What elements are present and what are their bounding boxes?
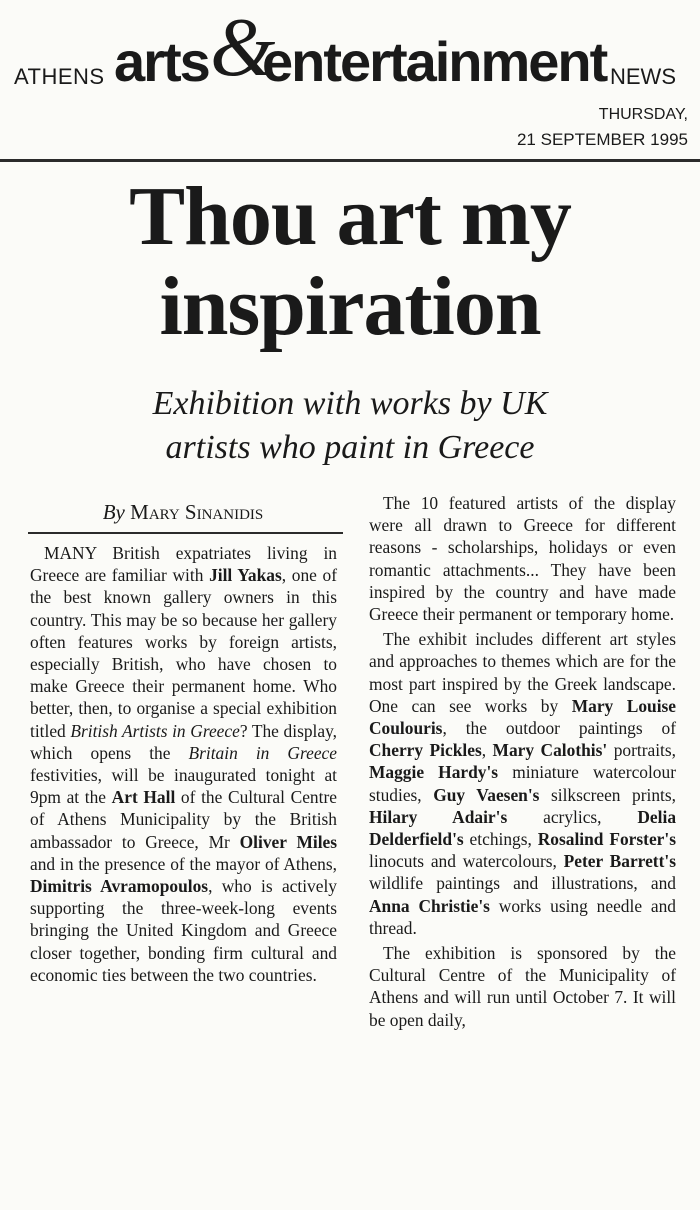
article-paragraph [369, 492, 676, 625]
text-run: , one of the best known gallery owners in this country. This may be so because her gallery often features works by foreign artists, especially British, who have chosen to make Greece their permanent home. Who better, then, to organise a special exhibition titled [30, 565, 337, 741]
bold-name: Maggie Hardy's [369, 762, 499, 783]
masthead-entertainment: entertainment [262, 30, 607, 93]
bold-name: Anna Christie's [369, 895, 490, 916]
text-run: wildlife paintings and illustrations, and [369, 873, 676, 894]
text-run: miniature watercolour studies, [369, 762, 676, 805]
byline [28, 500, 338, 525]
bold-name: Peter Barrett's [563, 851, 676, 872]
bold-name: Dimitris Avramopoulos [30, 876, 209, 897]
bold-name: Hilary Adair's [369, 806, 508, 827]
subheadline-line-2: artists who paint in Greece [165, 429, 535, 466]
headline [40, 172, 660, 352]
bold-name: Rosalind Forster's [537, 829, 676, 850]
byline-author: Mary Sinanidis [130, 500, 264, 524]
bold-name: Mary Calothis' [492, 740, 608, 761]
text-run: silkscreen prints, [539, 784, 676, 805]
bold-name: Delia Delderfield's [369, 806, 677, 850]
italic-title: British Artists in Greece [70, 720, 240, 741]
byline-rule [28, 532, 343, 534]
text-run: , [481, 740, 493, 761]
bold-name: Oliver Miles [239, 831, 338, 852]
masthead-arts: arts [114, 30, 209, 93]
bold-name: Guy Vaesen's [433, 784, 540, 805]
article-paragraph [369, 628, 676, 939]
text-run: , the outdoor paintings of [442, 718, 676, 739]
text-run: The exhibition is sponsored by the Cultural Centre of the Municipality of Athens and will run until October 7. It will be open daily, [369, 943, 676, 1030]
bold-name: Mary Louise Coulouris [369, 695, 677, 739]
masthead-ampersand: & [210, 1, 276, 94]
masthead [0, 0, 700, 160]
text-run: etchings, [463, 829, 538, 850]
text-run: ? The display, which opens the [30, 720, 337, 763]
text-run: acrylics, [507, 806, 638, 827]
text-run: , who is actively supporting the three-week-long events bringing the United Kingdom and Greece closer together, bonding firm cultural and economic ties between the two countries. [30, 876, 337, 985]
text-run: MANY British expatriates living in Greece are familiar with [30, 543, 337, 586]
text-run: works using needle and thread. [369, 895, 676, 938]
text-run: and in the presence of the mayor of Athens, [30, 853, 337, 874]
text-run: The exhibit includes different art styles and approaches to themes which are for the most part inspired by the Greek landscape. One can see works by [369, 629, 676, 716]
text-run: linocuts and watercolours, [369, 851, 564, 872]
issue-day: THURSDAY, [598, 106, 688, 123]
masthead-athens: ATHENS [14, 64, 105, 89]
subheadline [60, 382, 640, 470]
bold-name: Cherry Pickles [369, 740, 482, 761]
byline-by: By [102, 500, 125, 524]
headline-line-2: inspiration [159, 260, 541, 353]
text-run: of the Cultural Centre of Athens Municipality by the British ambassador to Greece, Mr [30, 787, 337, 852]
text-run: festivities, will be inaugurated tonight at 9pm at the [30, 765, 337, 808]
article-paragraph [369, 942, 676, 1031]
masthead-news: NEWS [610, 64, 676, 89]
article-column-left [30, 542, 337, 986]
issue-date: 21 SEPTEMBER 1995 [516, 130, 688, 149]
text-run: The 10 featured artists of the display were all drawn to Greece for different reasons - scholarships, holidays or even romantic attachments... They have been inspired by the country and have made Greece their permanent or temporary home. [369, 493, 676, 625]
bold-name: Art Hall [111, 787, 176, 808]
subheadline-line-1: Exhibition with works by UK [152, 385, 548, 422]
italic-title: Britain in Greece [188, 742, 337, 763]
article-paragraph [30, 542, 337, 986]
text-run: portraits, [607, 740, 676, 761]
bold-name: Jill Yakas [209, 565, 282, 586]
headline-line-1: Thou art my [129, 170, 571, 263]
masthead-rule [0, 159, 700, 162]
article-column-right [369, 492, 676, 1031]
